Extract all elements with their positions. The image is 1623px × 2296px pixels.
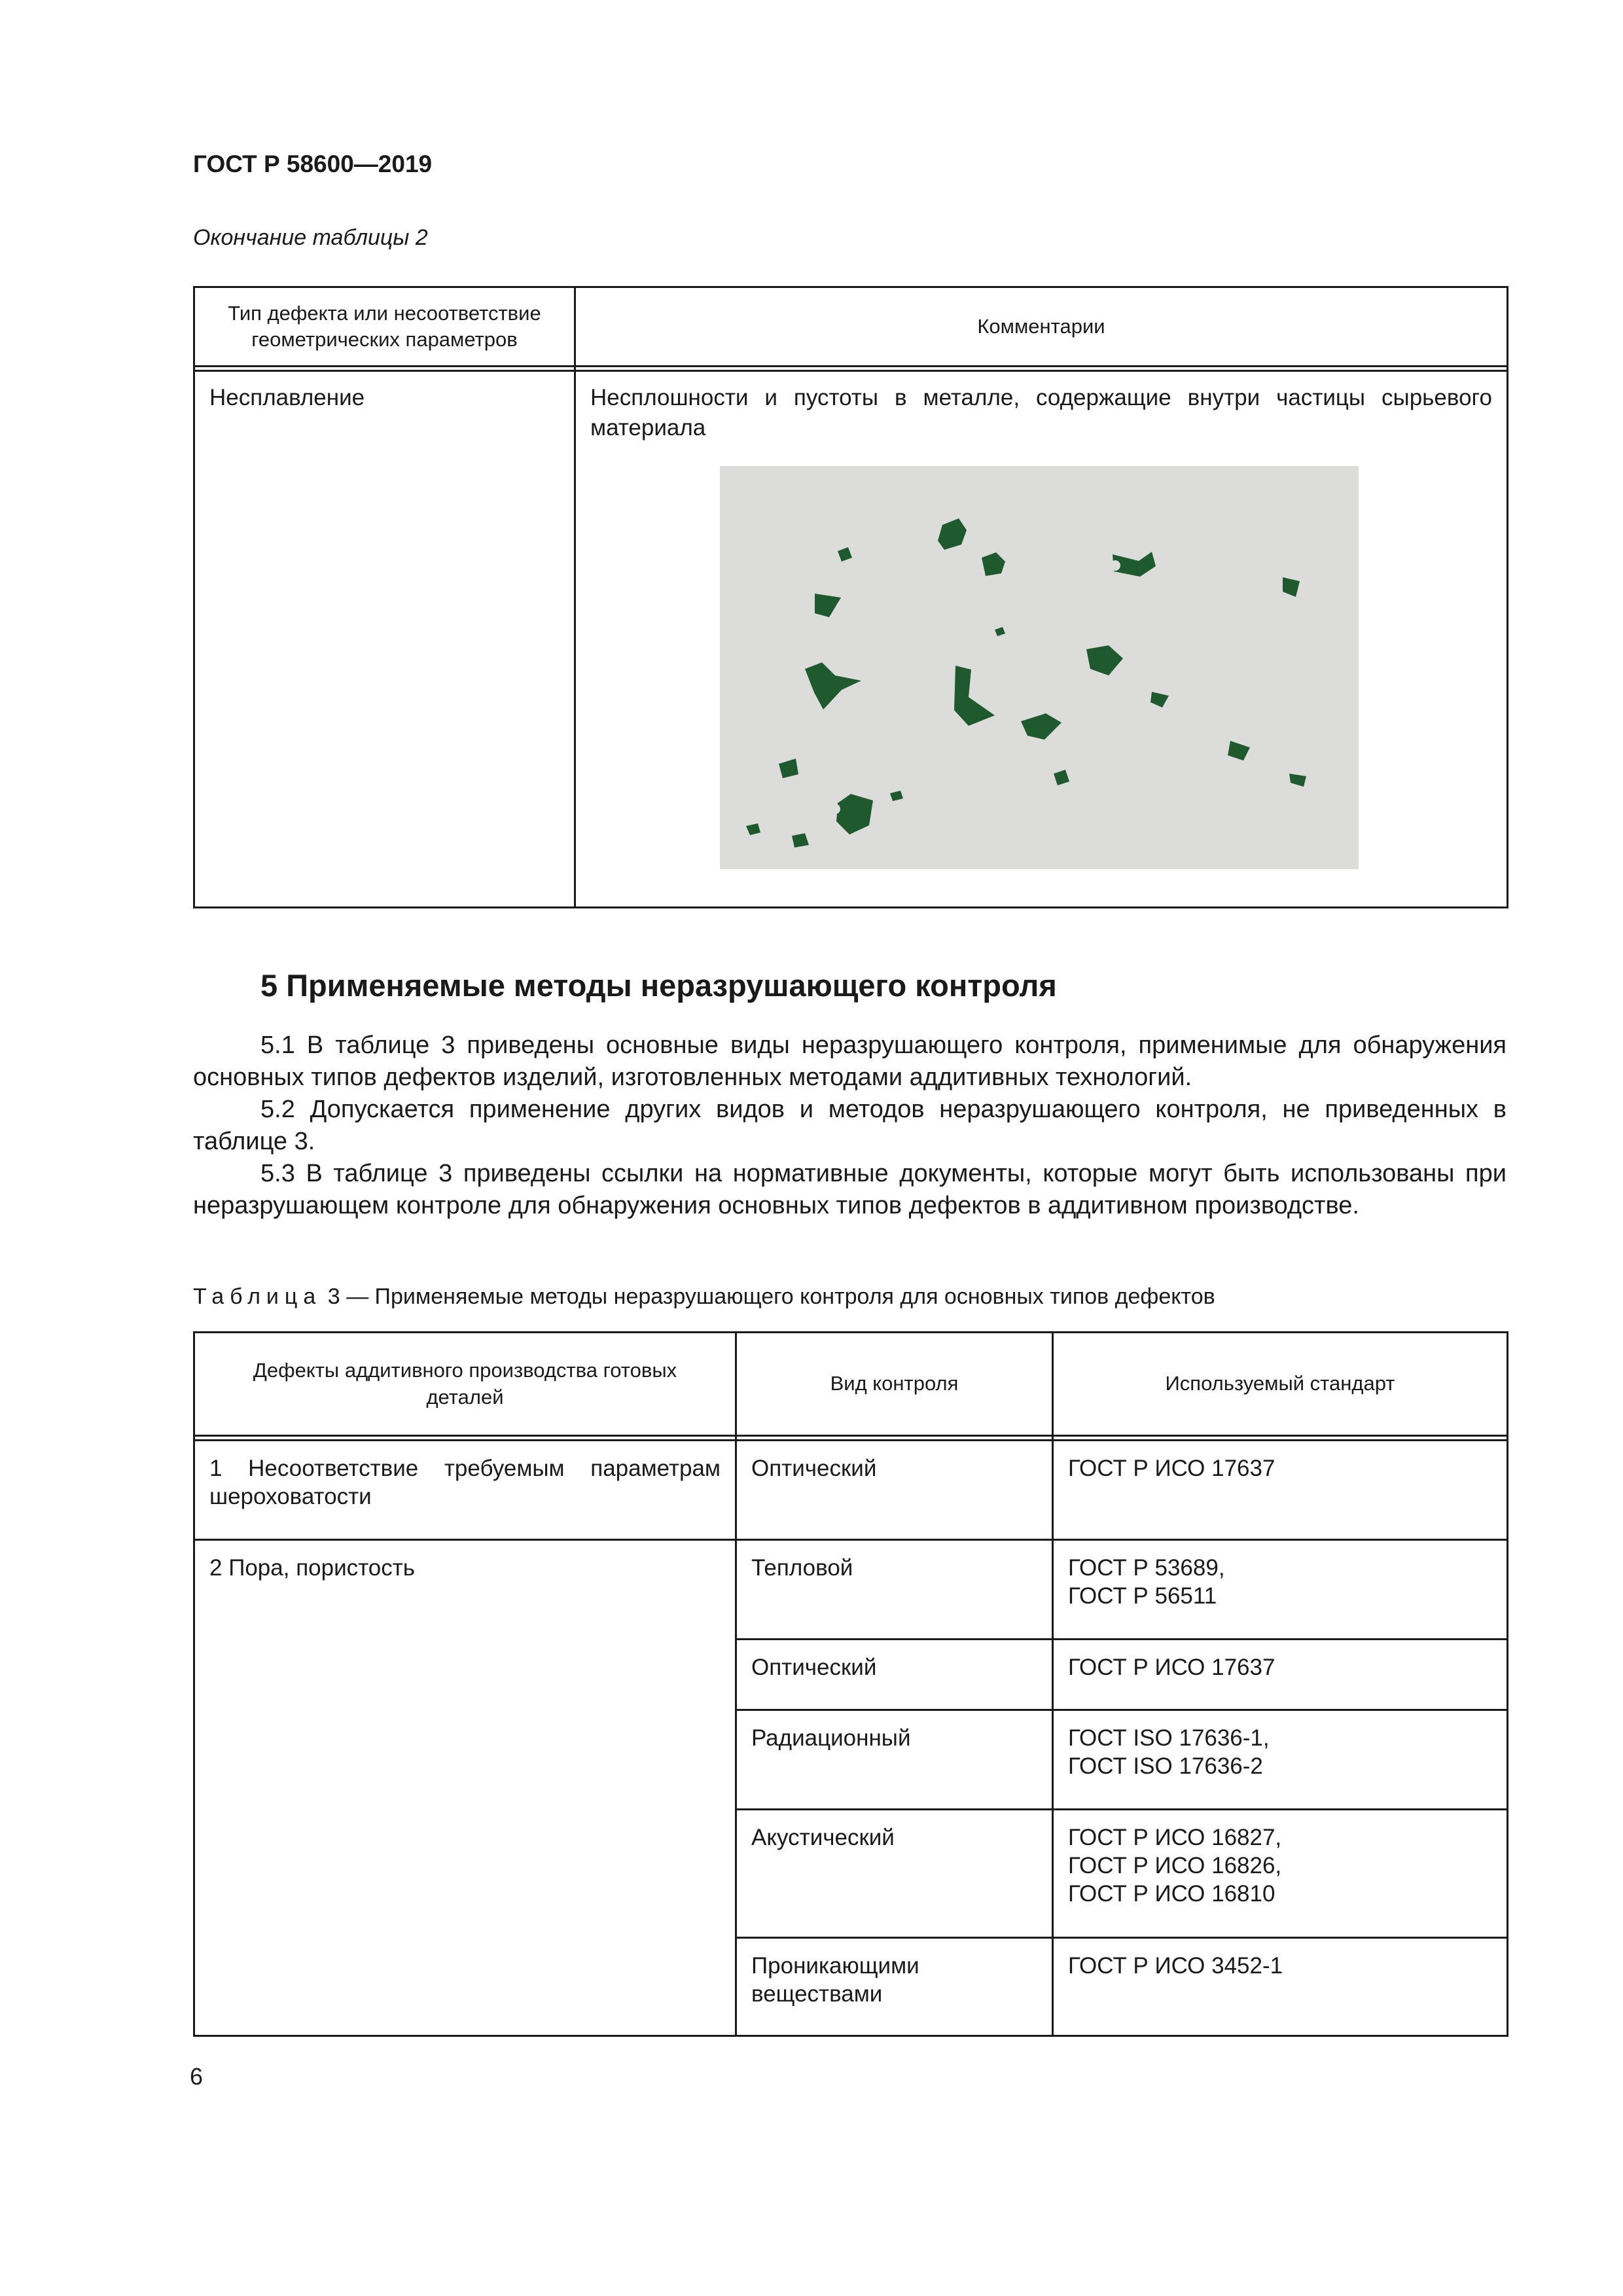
table3-row2-standard-4 bbox=[1053, 1810, 1508, 1938]
document-code: ГОСТ Р 58600—2019 bbox=[193, 151, 433, 177]
paragraph-5-1: 5.1 В таблице 3 приведены основные виды неразрушающего контроля, применимые для обнаружения основных типов дефектов изделий, изготовленных методами аддитивных технологий. bbox=[193, 1031, 1507, 1091]
paragraph-5-2: 5.2 Допускается применение других видов и методов неразрушающего контроля, не приведенных в таблице 3. bbox=[193, 1096, 1507, 1155]
standard-line: ГОСТ Р ИСО 16810 bbox=[1068, 1881, 1275, 1907]
table3-caption-label: Таблица bbox=[193, 1284, 322, 1309]
page-number: 6 bbox=[190, 2063, 204, 2090]
table3-row2-defect: 2 Пора, пористость bbox=[194, 1540, 736, 2036]
table3-row2-method-2: Оптический bbox=[736, 1640, 1053, 1710]
standard-line: ГОСТ Р ИСО 16826, bbox=[1068, 1853, 1282, 1878]
table3-row2-method-1: Тепловой bbox=[736, 1540, 1053, 1640]
standard-line: ГОСТ Р ИСО 16827, bbox=[1068, 1825, 1282, 1850]
table3-caption bbox=[193, 1284, 1215, 1310]
table3-row2-method-5-text: Проникающими веществами bbox=[751, 1953, 919, 2007]
paragraph-5-3: 5.3 В таблице 3 приведены ссылки на нормативные документы, которые могут быть использованы при неразрушающем контроле для обнаружения основных типов дефектов в аддитивном производстве. bbox=[193, 1160, 1507, 1219]
table3-row2-method-4: Акустический bbox=[736, 1810, 1053, 1938]
table3-row2-standard-5 bbox=[1053, 1938, 1508, 2036]
table2-defect-cell: Несплавление bbox=[194, 371, 575, 908]
table2-header-comment: Комментарии bbox=[575, 287, 1508, 367]
table3-header-standard: Используемый стандарт bbox=[1053, 1333, 1508, 1436]
table3-row2-standard-2 bbox=[1053, 1640, 1508, 1710]
standard-line: ГОСТ Р ИСО 3452-1 bbox=[1068, 1953, 1283, 1979]
table3-row2-method-5 bbox=[736, 1938, 1053, 2036]
table3-row1-method: Оптический bbox=[736, 1441, 1053, 1540]
table3-row2-standard-1 bbox=[1053, 1540, 1508, 1640]
table-continuation-label: Окончание таблицы 2 bbox=[193, 225, 428, 250]
table3-row1-standard: ГОСТ Р ИСО 17637 bbox=[1053, 1441, 1508, 1540]
standard-line: ГОСТ Р 56511 bbox=[1068, 1583, 1217, 1609]
table3-row2-method-3: Радиационный bbox=[736, 1710, 1053, 1810]
table3-row2-standard-3 bbox=[1053, 1710, 1508, 1810]
ndt-methods-table-3 bbox=[193, 1331, 1508, 2037]
table3-row1-defect bbox=[194, 1441, 736, 1540]
standard-line: ГОСТ ISO 17636-2 bbox=[1068, 1753, 1263, 1779]
table3-caption-text: 3 — Применяемые методы неразрушающего контроля для основных типов дефектов bbox=[321, 1284, 1215, 1309]
table2-comment-cell bbox=[575, 371, 1508, 908]
section-heading: 5 Применяемые методы неразрушающего контроля bbox=[260, 968, 1057, 1003]
standard-line: ГОСТ Р ИСО 17637 bbox=[1068, 1655, 1275, 1680]
defects-table-2 bbox=[193, 286, 1508, 908]
table2-comment-text: Несплошности и пустоты в металле, содержащие внутри частицы сырьевого материала bbox=[590, 385, 1492, 440]
table3-header-defects: Дефекты аддитивного производства готовых деталей bbox=[194, 1333, 736, 1436]
lack-of-fusion-micrograph bbox=[720, 466, 1359, 869]
table3-row1-defect-text: 1 Несоответствие требуемым параметрам шероховатости bbox=[209, 1456, 721, 1509]
standard-line: ГОСТ Р 53689, bbox=[1068, 1555, 1225, 1581]
standard-line: ГОСТ ISO 17636-1, bbox=[1068, 1725, 1270, 1751]
table3-header-method: Вид контроля bbox=[736, 1333, 1053, 1436]
table2-header-defect: Тип дефекта или несоответствие геометрических параметров bbox=[194, 287, 575, 367]
